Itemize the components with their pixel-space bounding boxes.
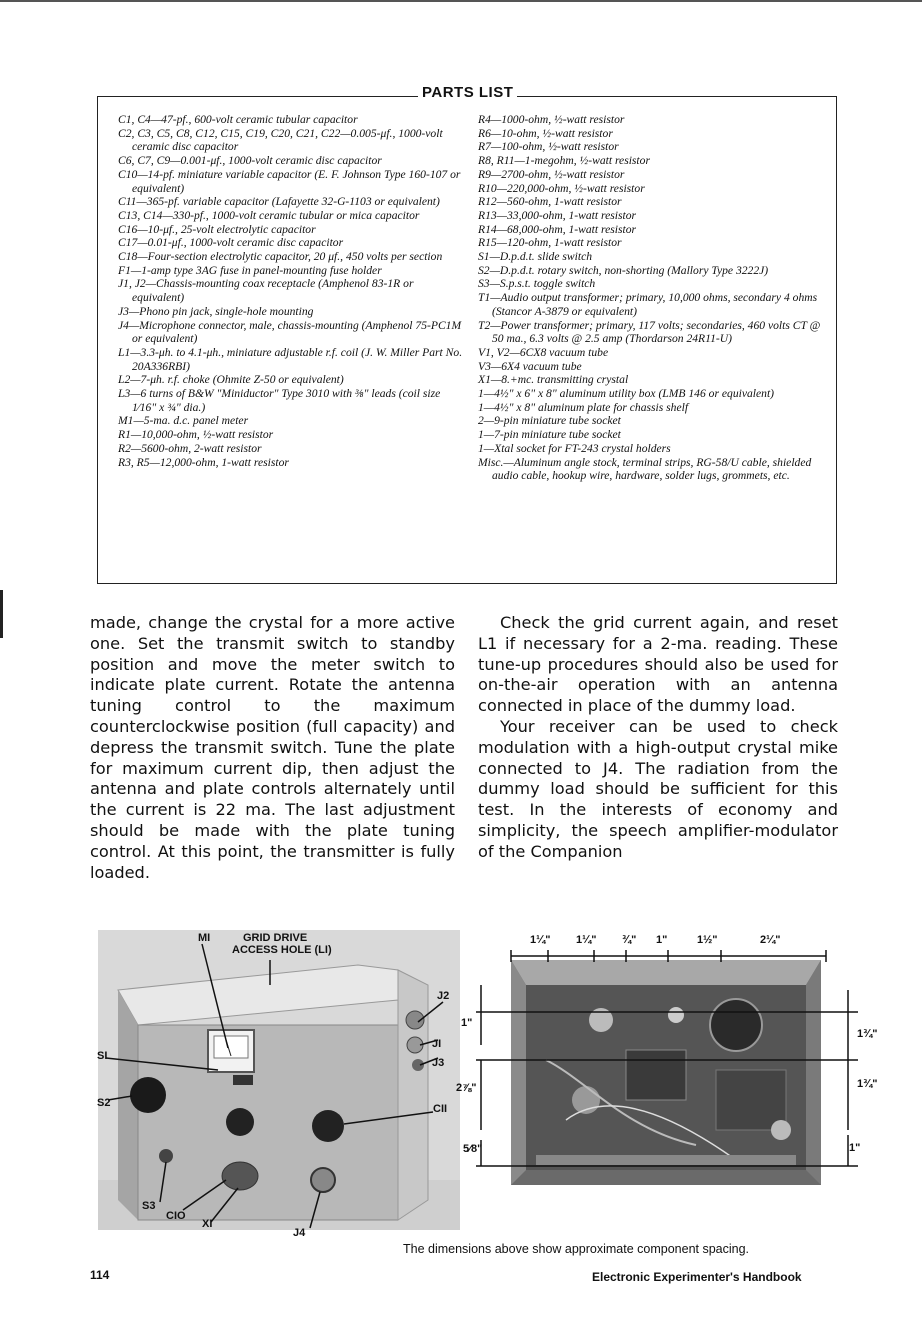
parts-list-item: J4—Microphone connector, male, chassis-mounting (Amphenol 75-PC1M or equivalent) <box>118 318 462 346</box>
dim-top-6: 2¼" <box>760 934 781 946</box>
parts-list-item: R15—120-ohm, 1-watt resistor <box>478 236 622 250</box>
parts-list-left-column <box>118 113 463 469</box>
label-c10: CIO <box>166 1210 186 1222</box>
parts-list-item: 1—Xtal socket for FT-243 crystal holders <box>478 441 671 455</box>
dim-right-3: 1" <box>849 1142 861 1154</box>
parts-list-item: R7—100-ohm, ½-watt resistor <box>478 140 619 154</box>
label-j4: J4 <box>293 1227 306 1239</box>
parts-list-item: R14—68,000-ohm, 1-watt resistor <box>478 222 637 236</box>
parts-list-item: S3—S.p.s.t. toggle switch <box>478 277 596 291</box>
parts-list-item: T2—Power transformer; primary, 117 volts; secondaries, 460 volts CT @ 50 ma., 6.3 volts @ 2.5 amp (Thordarson 24R11-U) <box>478 318 821 346</box>
parts-list-item: R8, R11—1-megohm, ½-watt resistor <box>478 154 650 168</box>
dim-left-2: 2⅞" <box>456 1082 477 1094</box>
parts-list-item: C10—14-pf. miniature variable capacitor (E. F. Johnson Type 160-107 or equivalent) <box>118 167 461 195</box>
parts-list-item: L2—7-μh. r.f. choke (Ohmite Z-50 or equivalent) <box>118 373 344 387</box>
parts-list-item: J1, J2—Chassis-mounting coax receptacle (Amphenol 83-1R or equivalent) <box>118 277 414 305</box>
parts-list-item: R4—1000-ohm, ½-watt resistor <box>478 113 625 126</box>
dim-top-5: 1½" <box>697 934 718 946</box>
parts-list-item: 2—9-pin miniature tube socket <box>478 414 621 428</box>
dim-top-2: 1¼" <box>576 934 597 946</box>
dim-left-3: 5⁄8" <box>463 1143 483 1155</box>
parts-list-item: X1—8.+mc. transmitting crystal <box>478 373 629 387</box>
parts-list-box <box>97 84 837 584</box>
parts-list-item: R10—220,000-ohm, ½-watt resistor <box>478 181 645 195</box>
publication-title: Electronic Experimenter's Handbook <box>592 1270 802 1284</box>
parts-list-item: C6, C7, C9—0.001-μf., 1000-volt ceramic disc capacitor <box>118 154 382 168</box>
label-c11: CII <box>433 1103 448 1115</box>
label-s3: S3 <box>142 1200 156 1212</box>
parts-list-item: R12—560-ohm, 1-watt resistor <box>478 195 622 209</box>
body-paragraph: Your receiver can be used to check modulation with a high-output crystal mike connected to J4. The radiation from the dummy load should be sufficient for this test. In the interests of economy and simplicity, the speech amplifier-modulator of the Companion <box>478 716 838 861</box>
parts-list-item: C2, C3, C5, C8, C12, C15, C19, C20, C21, C22—0.005-μf., 1000-volt ceramic disc capacitor <box>118 126 443 154</box>
label-j1: JI <box>432 1038 442 1050</box>
label-s1: SI <box>97 1050 108 1062</box>
parts-list-item: Misc.—Aluminum angle stock, terminal strips, RG-58/U cable, shielded audio cable, hookup wire, hardware, solder lugs, grommets, etc. <box>478 455 812 483</box>
label-m1: MI <box>198 932 211 944</box>
parts-list-item: S2—D.p.d.t. rotary switch, non-shorting (Mallory Type 3222J) <box>478 263 769 277</box>
parts-list-title: PARTS LIST <box>418 84 517 101</box>
parts-list-item: 1—4½" x 8" aluminum plate for chassis shelf <box>478 400 689 414</box>
label-x1: XI <box>202 1218 213 1230</box>
parts-list-item: C11—365-pf. variable capacitor (Lafayette 32-G-1103 or equivalent) <box>118 195 440 209</box>
transmitter-front-photo <box>98 930 460 1230</box>
parts-list-item: T1—Audio output transformer; primary, 10,000 ohms, secondary 4 ohms (Stancor A-3879 or equivalent) <box>478 291 818 318</box>
parts-list-item: L3—6 turns of B&W "Miniductor" Type 3010 with ⅜" leads (coil size 1⁄16" x ¾" dia.) <box>118 387 441 414</box>
dim-top-3: ¾" <box>622 934 637 946</box>
dim-top-4: 1" <box>656 934 668 946</box>
top-edge-line <box>0 0 922 2</box>
parts-list-item: F1—1-amp type 3AG fuse in panel-mounting fuse holder <box>118 263 382 277</box>
label-s2: S2 <box>97 1097 111 1109</box>
body-paragraph: made, change the crystal for a more active one. Set the transmit switch to standby position and move the meter switch to indicate plate current. Rotate the antenna tuning control to the maximum counterclockwise position (full capacity) and depress the transmit switch. Tune the plate for maximum current dip, then adjust the antenna and plate controls alternately until the current is 22 ma. The last adjustment should be made with the plate tuning control. At this point, the transmitter is fully loaded. <box>90 613 455 882</box>
parts-list-item: R2—5600-ohm, 2-watt resistor <box>118 441 262 455</box>
parts-list-item: C17—0.01-μf., 1000-volt ceramic disc capacitor <box>118 236 344 250</box>
dim-left-1: 1" <box>461 1017 473 1029</box>
dim-right-1: 1¾" <box>857 1028 878 1040</box>
parts-list-item: C18—Four-section electrolytic capacitor, 20 μf., 450 volts per section <box>118 250 443 264</box>
label-grid-drive: GRID DRIVE <box>243 932 308 944</box>
parts-list-item: V1, V2—6CX8 vacuum tube <box>478 345 609 359</box>
parts-list-item: R13—33,000-ohm, 1-watt resistor <box>478 208 637 222</box>
parts-list-right-column <box>478 113 828 483</box>
label-j3: J3 <box>432 1057 445 1069</box>
label-j2: J2 <box>437 990 450 1002</box>
parts-list-item: R1—10,000-ohm, ½-watt resistor <box>118 428 274 442</box>
parts-list-item: R3, R5—12,000-ohm, 1-watt resistor <box>118 455 289 469</box>
parts-list-item: V3—6X4 vacuum tube <box>478 359 582 373</box>
body-left-column <box>90 613 455 883</box>
parts-list-item: M1—5-ma. d.c. panel meter <box>118 414 249 428</box>
figure-caption: The dimensions above show approximate component spacing. <box>403 1242 750 1256</box>
body-right-column <box>478 613 838 863</box>
parts-list-item: 1—7-pin miniature tube socket <box>478 428 621 442</box>
parts-list-item: R9—2700-ohm, ½-watt resistor <box>478 167 625 181</box>
chassis-interior-photo <box>476 930 861 1230</box>
parts-list-item: S1—D.p.d.t. slide switch <box>478 250 593 264</box>
parts-list-item: R6—10-ohm, ½-watt resistor <box>478 126 613 140</box>
label-access-hole: ACCESS HOLE (LI) <box>232 944 332 956</box>
dim-right-2: 1¾" <box>857 1078 878 1090</box>
body-paragraph: Check the grid current again, and reset L1 if necessary for a 2-ma. reading. These tune-up procedures should also be used for on-the-air operation with an antenna connected in place of the dummy load. <box>478 613 838 716</box>
page-number: 114 <box>90 1268 110 1282</box>
parts-list-item: C16—10-μf., 25-volt electrolytic capacitor <box>118 222 316 236</box>
parts-list-item: C13, C14—330-pf., 1000-volt ceramic tubular or mica capacitor <box>118 208 420 222</box>
left-edge-mark <box>0 590 3 638</box>
dim-top-1: 1¼" <box>530 934 551 946</box>
parts-list-item: L1—3.3-μh. to 4.1-μh., miniature adjustable r.f. coil (J. W. Miller Part No. 20A336RBI) <box>118 345 463 373</box>
parts-list-item: 1—4½" x 6" x 8" aluminum utility box (LMB 146 or equivalent) <box>478 387 775 401</box>
parts-list-item: J3—Phono pin jack, single-hole mounting <box>118 304 314 318</box>
parts-list-item: C1, C4—47-pf., 600-volt ceramic tubular capacitor <box>118 113 358 126</box>
